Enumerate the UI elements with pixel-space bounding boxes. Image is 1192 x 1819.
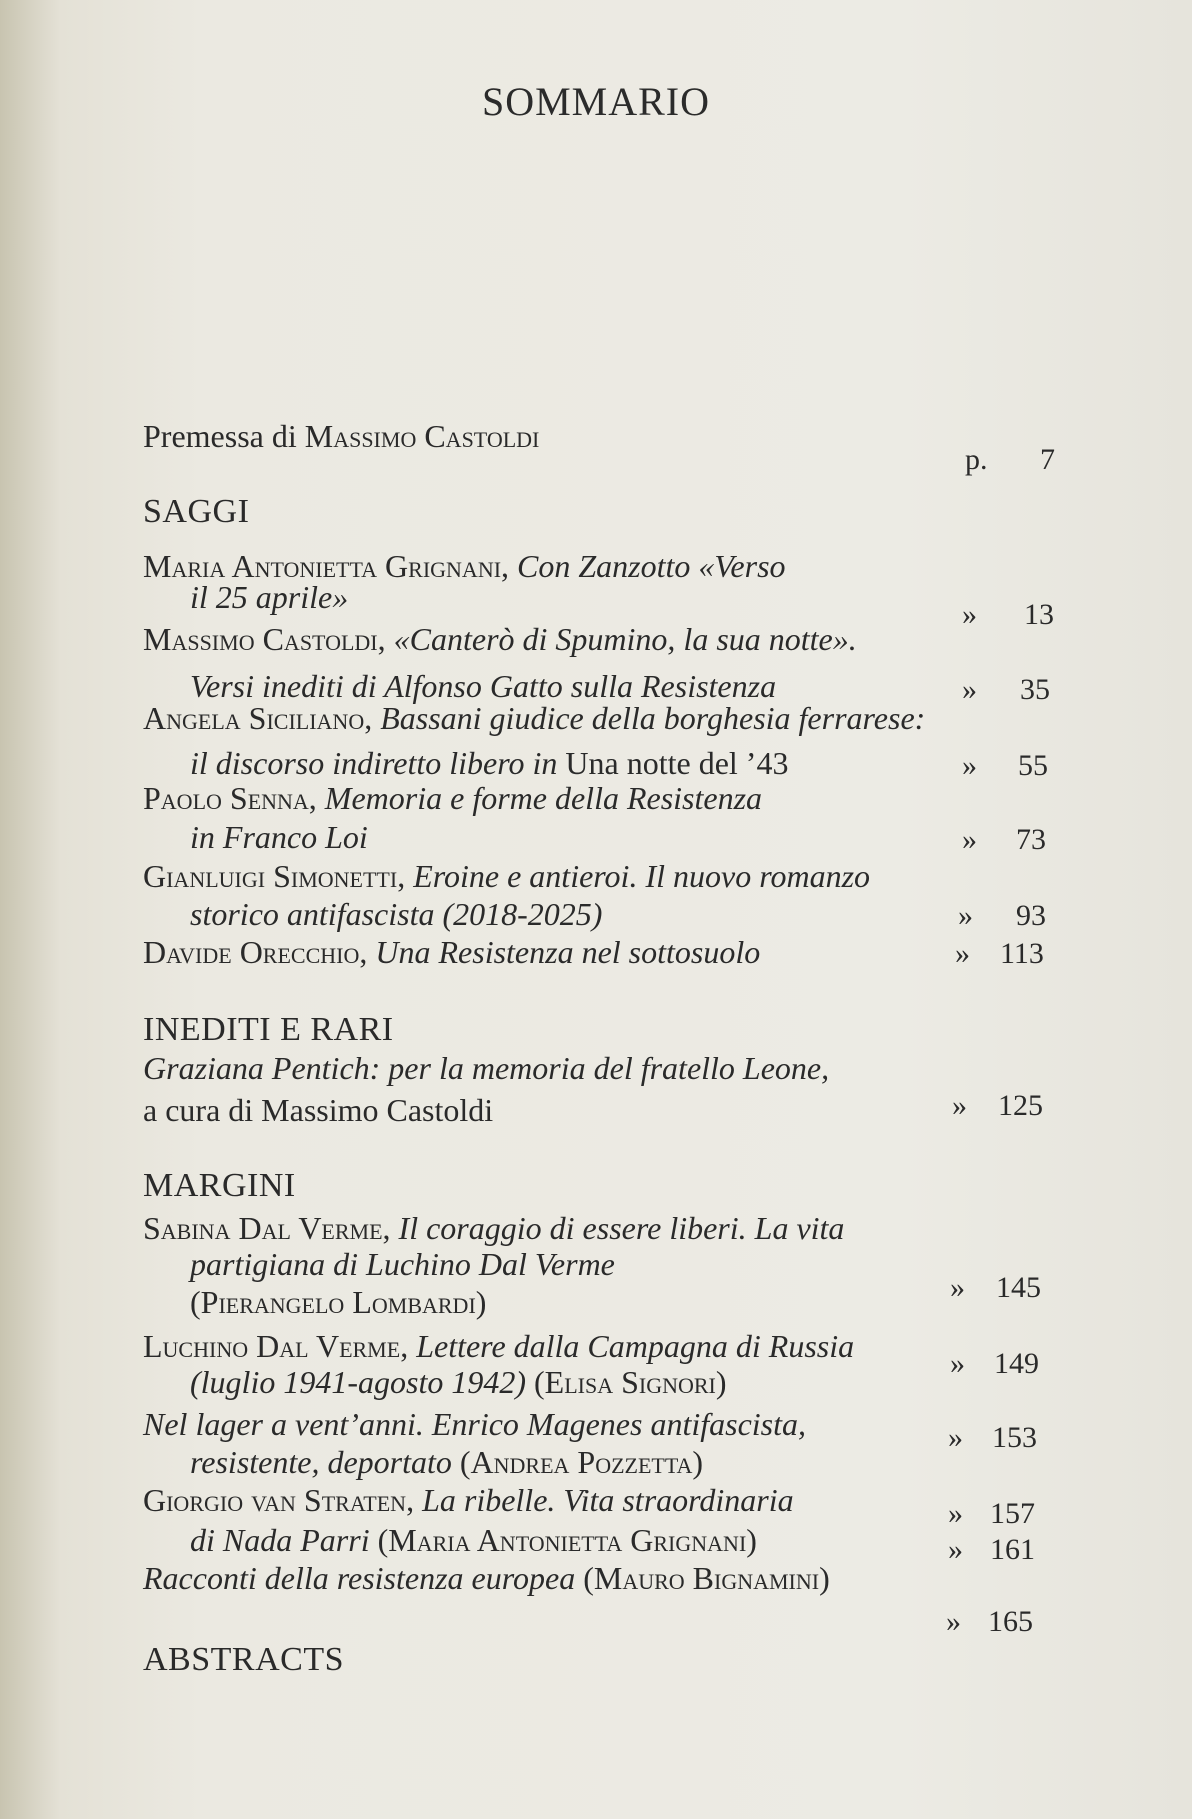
page-number: 73: [1016, 823, 1046, 856]
page-number: 153: [992, 1421, 1037, 1454]
toc-entry: Luchino Dal Verme, Lettere dalla Campagna di Russia: [143, 1328, 855, 1364]
page-number: 7: [1040, 443, 1055, 476]
toc-entry: Paolo Senna, Memoria e forme della Resistenza: [143, 780, 763, 816]
toc-page: SOMMARIO Premessa di Massimo Castoldi p. 7 SAGGI Maria Antonietta Grignani, Con Zanzotto «Verso il 25 aprile» » 13 Massimo Castoldi, «Canterò di Spumino, la sua notte». Versi inediti di Alfonso Gatto sulla Resistenza » 35 Angela Siciliano, Bassani giudice della borghesia ferrarese: il discorso indiretto libero in Una notte del ’43 » 55 Paolo Senna, Memoria e forme della Resistenza in Franco Loi » 73 Gianluigi Simonetti, Eroine e antieroi. Il nuovo romanzo storico antifascista (2018-2025) » 93 Davide Orecchio, Una Resistenza nel sottosuolo » 113 INEDITI E RARI Graziana Pentich: per la memoria del fratello Leone, a cura di Massimo Castoldi » 125 MARGINI Sabina Dal Verme, Il coraggio di essere liberi. La vita partigiana di Luchino Dal Verme (Pierangelo Lombardi) » 145 Luchino Dal Verme, Lettere dalla Campagna di Russia (luglio 1941-agosto 1942) (Elisa Signori) » 149 Nel lager a vent’anni. Enrico Magenes antifascista, resistente, deportato (Andrea Pozzetta) » 153 Giorgio van Straten, La ribelle. Vita straordinaria di Nada Parri (Maria Antonietta Grignani) » 157 Racconti della resistenza europea (Mauro Bignamini) » 161 » 165 ABSTRACTS: [0, 0, 1192, 1819]
page-number: 113: [1000, 937, 1044, 970]
section-heading-inediti: INEDITI E RARI: [143, 1011, 394, 1048]
page-prefix: p.: [965, 443, 988, 476]
toc-entry: Maria Antonietta Grignani, Con Zanzotto «Verso: [143, 548, 786, 584]
toc-entry: Angela Siciliano, Bassani giudice della borghesia ferrarese:: [143, 700, 926, 736]
page-number: 149: [994, 1347, 1039, 1380]
page-number: 125: [998, 1089, 1043, 1122]
page-number: 35: [1020, 673, 1050, 706]
toc-entry: Nel lager a vent’anni. Enrico Magenes antifascista,: [143, 1406, 806, 1442]
section-heading-margini: MARGINI: [143, 1167, 296, 1204]
section-heading-saggi: SAGGI: [143, 493, 250, 530]
section-heading-abstracts: ABSTRACTS: [143, 1641, 344, 1678]
toc-entry-premessa: Premessa di Massimo Castoldi: [143, 418, 540, 454]
toc-entry: Graziana Pentich: per la memoria del fratello Leone,: [143, 1050, 830, 1086]
page-number: 13: [1024, 598, 1054, 631]
toc-entry: Massimo Castoldi, «Canterò di Spumino, la sua notte».: [143, 621, 857, 657]
toc-entry: Davide Orecchio, Una Resistenza nel sottosuolo: [143, 934, 761, 970]
page-number: 55: [1018, 749, 1048, 782]
toc-entry: Racconti della resistenza europea (Mauro Bignamini): [143, 1560, 830, 1596]
page-number: 165: [988, 1605, 1033, 1638]
page-number: 93: [1016, 899, 1046, 932]
toc-entry: Sabina Dal Verme, Il coraggio di essere liberi. La vita: [143, 1210, 845, 1246]
page-number: 145: [996, 1271, 1041, 1304]
toc-entry: Giorgio van Straten, La ribelle. Vita straordinaria: [143, 1482, 794, 1518]
page-title: SOMMARIO: [481, 79, 711, 124]
toc-entry: Gianluigi Simonetti, Eroine e antieroi. Il nuovo romanzo: [143, 858, 871, 894]
page-number: 157: [990, 1497, 1035, 1530]
page-number: 161: [990, 1533, 1035, 1566]
